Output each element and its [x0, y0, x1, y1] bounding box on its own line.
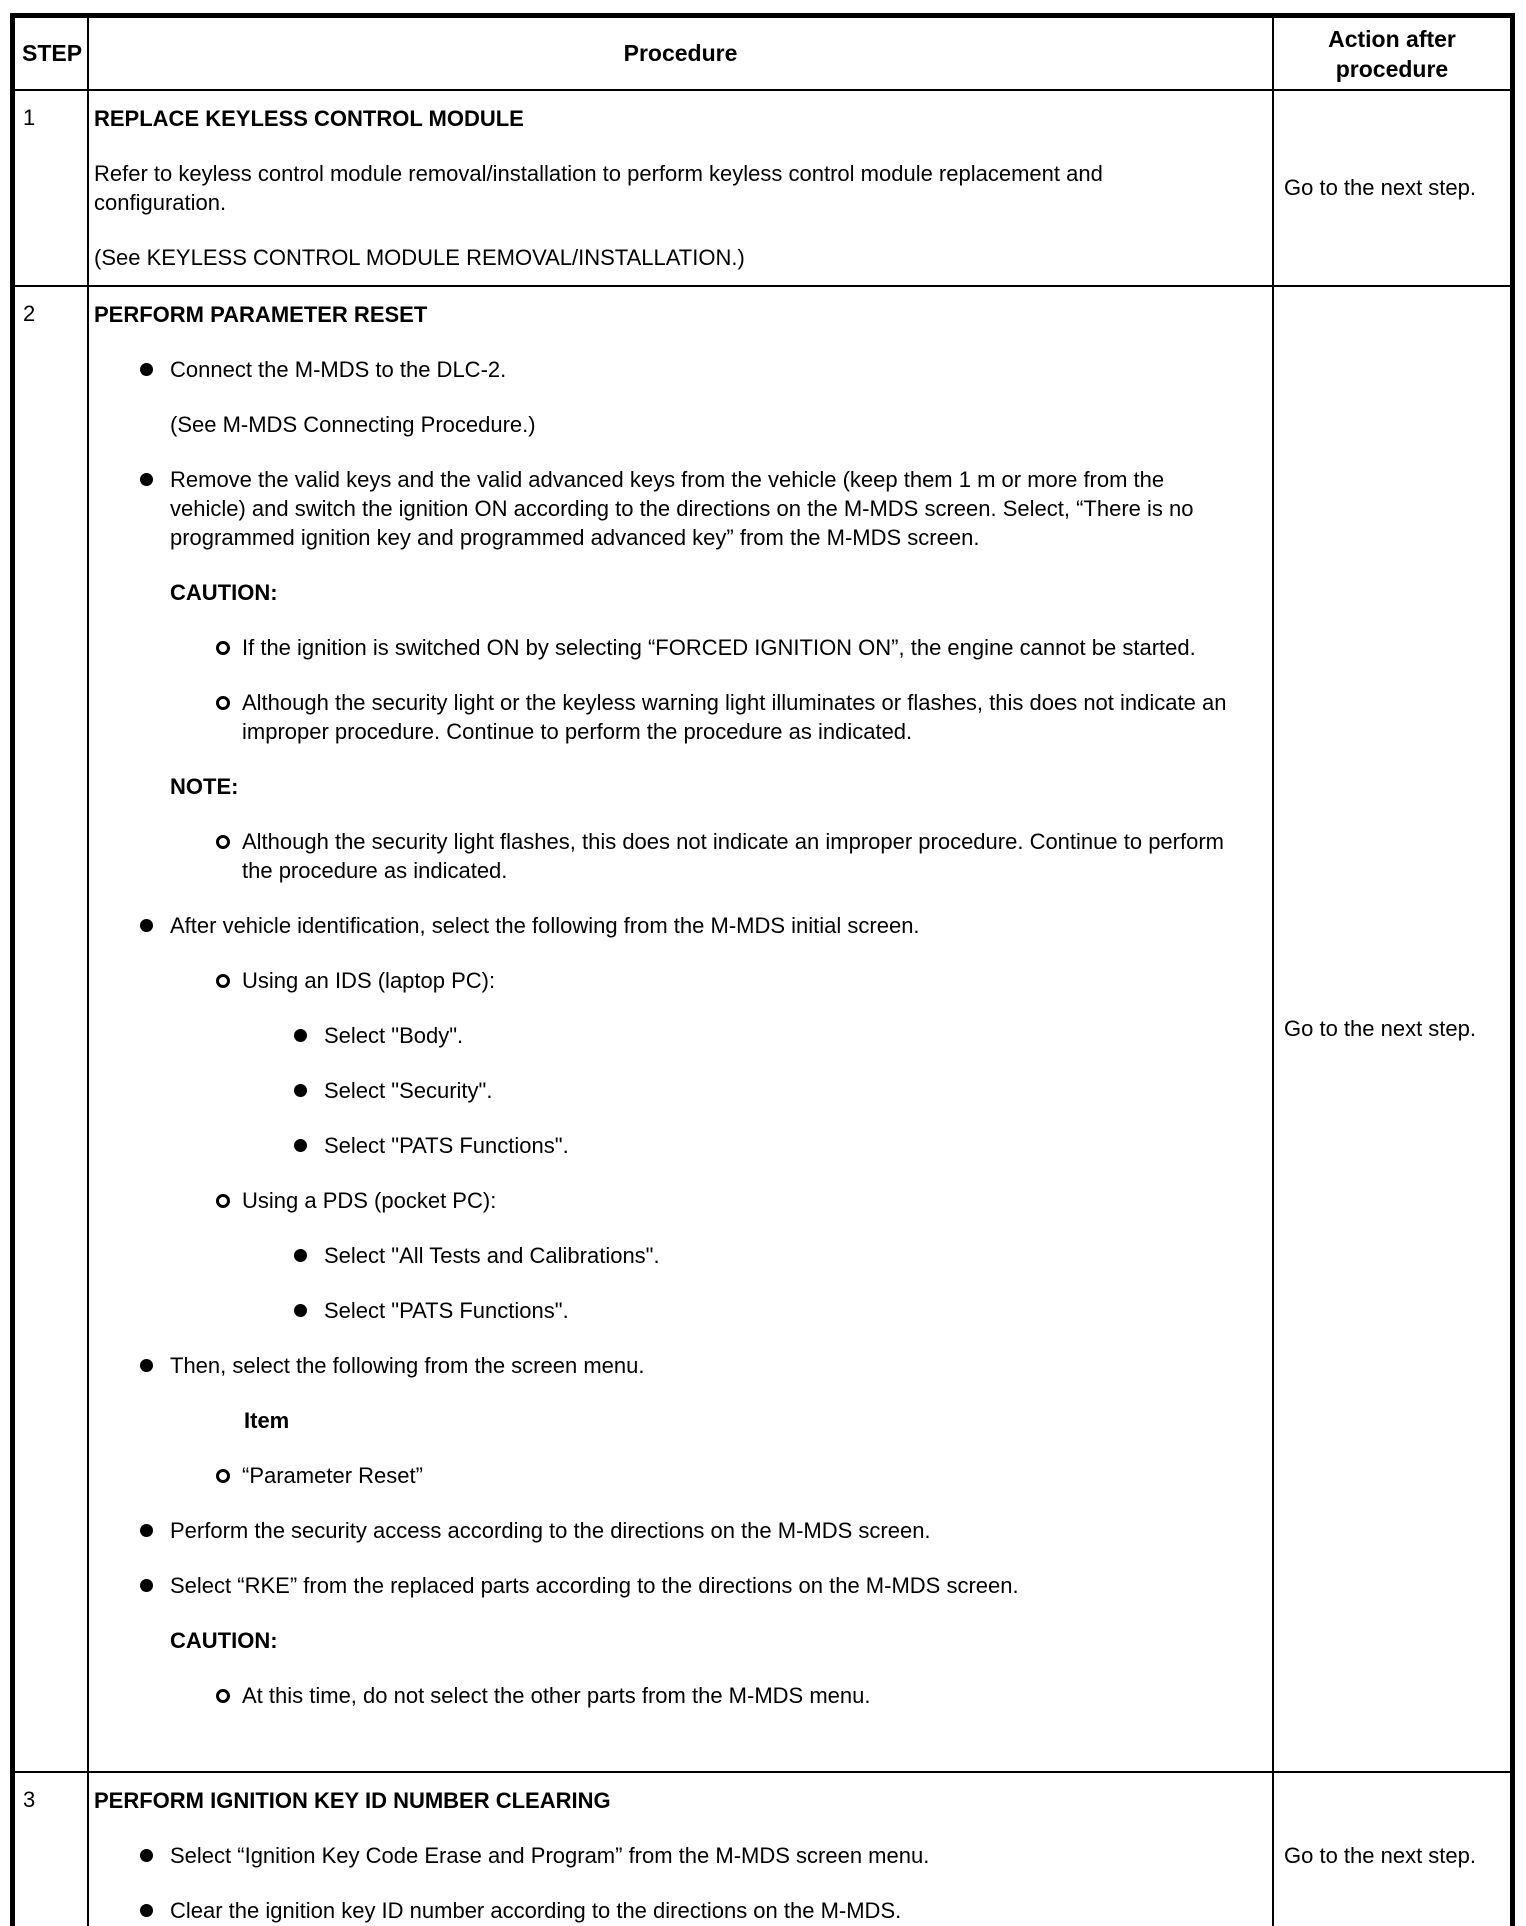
block-text: Select "All Tests and Calibrations".: [324, 1243, 660, 1268]
list-item: [170, 1351, 1227, 1380]
bullet-icon: [140, 1359, 153, 1372]
block-text: Select "PATS Functions".: [324, 1133, 569, 1158]
circle-bullet-icon: [216, 835, 230, 849]
list-item: [170, 1516, 1227, 1545]
block-text: Although the security light flashes, this does not indicate an improper procedure. Continue to perform the procedure as indicated.: [242, 829, 1224, 883]
list-item: [242, 633, 1227, 662]
block-text: If the ignition is switched ON by selecting “FORCED IGNITION ON”, the engine cannot be started.: [242, 635, 1196, 660]
block-text: Although the security light or the keyless warning light illuminates or flashes, this does not indicate an improper procedure. Continue to perform the procedure as indicated.: [242, 690, 1227, 744]
bullet-icon: [140, 1579, 153, 1592]
step-number: 3: [15, 1773, 89, 1926]
procedure-content: [94, 104, 1227, 272]
list-item: [242, 1681, 1227, 1710]
procedure-heading: [94, 1786, 1227, 1815]
column-header-procedure: Procedure: [89, 18, 1274, 89]
list-item: [170, 355, 1227, 384]
list-item: [324, 1131, 1227, 1160]
list-item: [242, 827, 1227, 885]
block-text: (See M-MDS Connecting Procedure.): [170, 412, 536, 437]
block-text: (See KEYLESS CONTROL MODULE REMOVAL/INSTALLATION.): [94, 245, 745, 270]
block-text: Select "PATS Functions".: [324, 1298, 569, 1323]
block-text: CAUTION:: [170, 1628, 278, 1653]
action-text: Go to the next step.: [1284, 1016, 1477, 1041]
block-text: Select “RKE” from the replaced parts according to the directions on the M-MDS screen.: [170, 1573, 1019, 1598]
block-text: Using an IDS (laptop PC):: [242, 968, 496, 993]
list-item: [170, 465, 1227, 552]
bullet-icon: [140, 473, 153, 486]
block-text: Clear the ignition key ID number according to the directions on the M-MDS.: [170, 1898, 902, 1923]
item-label: [244, 1406, 1227, 1435]
procedure-cell: [89, 287, 1274, 1771]
action-cell: [1274, 1773, 1510, 1926]
table-row: [15, 89, 1510, 285]
caution-note-label: [170, 578, 1227, 607]
block-text: PERFORM IGNITION KEY ID NUMBER CLEARING: [94, 1788, 611, 1813]
action-text: Go to the next step.: [1284, 1842, 1477, 1868]
procedure-paragraph: [94, 159, 1227, 217]
table-row: [15, 1771, 1510, 1926]
list-item: [324, 1076, 1227, 1105]
table-body: [15, 89, 1510, 1926]
column-header-step: STEP: [15, 18, 89, 89]
block-text: At this time, do not select the other parts from the M-MDS menu.: [242, 1683, 871, 1708]
bullet-icon: [294, 1084, 307, 1097]
list-item: [170, 1841, 1227, 1870]
procedure-heading: [94, 104, 1227, 133]
procedure-content: [94, 300, 1227, 1710]
block-text: CAUTION:: [170, 580, 278, 605]
procedure-content: [94, 1786, 1227, 1925]
circle-bullet-icon: [216, 974, 230, 988]
list-item: [324, 1021, 1227, 1050]
block-text: Select "Security".: [324, 1078, 493, 1103]
bullet-icon: [294, 1249, 307, 1262]
list-item: [242, 1461, 1227, 1490]
table-header-row: [15, 18, 1510, 89]
procedure-table: [10, 13, 1515, 1926]
list-item: [170, 911, 1227, 940]
circle-bullet-icon: [216, 1469, 230, 1483]
action-text: Go to the next step.: [1284, 175, 1477, 200]
bullet-icon: [294, 1139, 307, 1152]
bullet-icon: [294, 1029, 307, 1042]
list-item: [242, 688, 1227, 746]
procedure-cell: [89, 1773, 1274, 1926]
step-number: 1: [15, 91, 89, 285]
block-text: Item: [244, 1408, 290, 1433]
bullet-icon: [140, 1904, 153, 1917]
bullet-icon: [140, 363, 153, 376]
block-text: Perform the security access according to the directions on the M-MDS screen.: [170, 1518, 931, 1543]
block-text: Using a PDS (pocket PC):: [242, 1188, 497, 1213]
caution-note-label: [170, 772, 1227, 801]
block-text: NOTE:: [170, 774, 239, 799]
block-text: After vehicle identification, select the following from the M-MDS initial screen.: [170, 913, 920, 938]
list-item: [242, 1186, 1227, 1215]
list-item: [170, 1571, 1227, 1600]
list-item: [324, 1241, 1227, 1270]
caution-note-label: [170, 1626, 1227, 1655]
table-row: [15, 285, 1510, 1771]
block-text: Refer to keyless control module removal/installation to perform keyless control module replacement and configuration.: [94, 161, 1103, 215]
circle-bullet-icon: [216, 1689, 230, 1703]
block-text: Select “Ignition Key Code Erase and Program” from the M-MDS screen menu.: [170, 1843, 930, 1868]
bullet-icon: [140, 919, 153, 932]
step-number: 2: [15, 287, 89, 1771]
reference-note: [170, 410, 1227, 439]
procedure-paragraph: [94, 243, 1227, 272]
block-text: PERFORM PARAMETER RESET: [94, 302, 428, 327]
action-cell: [1274, 91, 1510, 285]
procedure-heading: [94, 300, 1227, 329]
action-cell: [1274, 287, 1510, 1771]
bullet-icon: [140, 1524, 153, 1537]
block-text: Remove the valid keys and the valid advanced keys from the vehicle (keep them 1 m or more from the vehicle) and switch the ignition ON according to the directions on the M-MDS screen. Select, “There is no programmed ignition key and programmed advanced key” from the M-MDS screen.: [170, 467, 1194, 550]
circle-bullet-icon: [216, 696, 230, 710]
bullet-icon: [294, 1304, 307, 1317]
bullet-icon: [140, 1849, 153, 1862]
block-text: “Parameter Reset”: [242, 1463, 423, 1488]
circle-bullet-icon: [216, 1194, 230, 1208]
block-text: REPLACE KEYLESS CONTROL MODULE: [94, 106, 524, 131]
block-text: Then, select the following from the screen menu.: [170, 1353, 645, 1378]
list-item: [170, 1896, 1227, 1925]
procedure-cell: [89, 91, 1274, 285]
list-item: [242, 966, 1227, 995]
block-text: Connect the M-MDS to the DLC-2.: [170, 357, 507, 382]
column-header-action: Action after procedure: [1328, 25, 1456, 82]
block-text: Select "Body".: [324, 1023, 464, 1048]
list-item: [324, 1296, 1227, 1325]
circle-bullet-icon: [216, 641, 230, 655]
